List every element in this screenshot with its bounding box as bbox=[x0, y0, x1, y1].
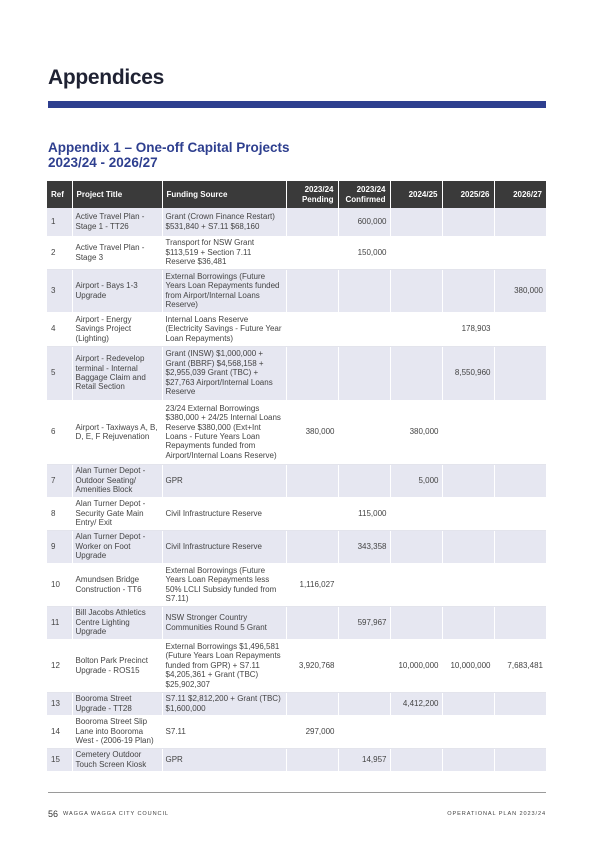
cell-ref: 4 bbox=[47, 312, 72, 346]
cell-2025-26 bbox=[442, 715, 494, 748]
cell-2026-27 bbox=[494, 563, 546, 606]
cell-2024-25 bbox=[390, 530, 442, 563]
cell-project-title: Active Travel Plan - Stage 1 - TT26 bbox=[72, 208, 162, 236]
footer-rule bbox=[48, 792, 546, 793]
cell-project-title: Cemetery Outdoor Touch Screen Kiosk bbox=[72, 748, 162, 771]
cell-project-title: Airport - Energy Savings Project (Lighting) bbox=[72, 312, 162, 346]
table-row bbox=[47, 236, 546, 269]
cell-project-title: Booroma Street Slip Lane into Booroma West - (2006-19 Plan) bbox=[72, 715, 162, 748]
cell-2025-26 bbox=[442, 236, 494, 269]
cell-2026-27: 380,000 bbox=[494, 269, 546, 312]
cell-project-title: Airport - Bays 1-3 Upgrade bbox=[72, 269, 162, 312]
cell-ref: 10 bbox=[47, 563, 72, 606]
cell-2025-26 bbox=[442, 400, 494, 464]
table-row bbox=[47, 208, 546, 236]
cell-ref: 8 bbox=[47, 497, 72, 530]
footer-council-name: WAGGA WAGGA CITY COUNCIL bbox=[63, 811, 169, 817]
cell-funding-source: Civil Infrastructure Reserve bbox=[162, 530, 286, 563]
cell-2026-27 bbox=[494, 236, 546, 269]
cell-ref: 3 bbox=[47, 269, 72, 312]
cell-2023-24-confirmed: 597,967 bbox=[338, 606, 390, 639]
cell-2024-25 bbox=[390, 563, 442, 606]
cell-2025-26: 178,903 bbox=[442, 312, 494, 346]
table-row bbox=[47, 497, 546, 530]
table-row bbox=[47, 748, 546, 771]
cell-funding-source: Transport for NSW Grant $113,519 + Section 7.11 Reserve $36,481 bbox=[162, 236, 286, 269]
cell-2023-24-pending: 380,000 bbox=[286, 400, 338, 464]
cell-funding-source: S7.11 bbox=[162, 715, 286, 748]
appendix-title-line1: Appendix 1 – One-off Capital Projects bbox=[48, 140, 290, 155]
cell-2023-24-pending: 1,116,027 bbox=[286, 563, 338, 606]
cell-project-title: Bill Jacobs Athletics Centre Lighting Upgrade bbox=[72, 606, 162, 639]
title-underline-bar bbox=[48, 101, 546, 108]
cell-ref: 9 bbox=[47, 530, 72, 563]
table-row bbox=[47, 530, 546, 563]
cell-2024-25 bbox=[390, 715, 442, 748]
cell-2024-25 bbox=[390, 497, 442, 530]
table-row bbox=[47, 692, 546, 715]
cell-2023-24-confirmed: 115,000 bbox=[338, 497, 390, 530]
cell-2023-24-confirmed bbox=[338, 692, 390, 715]
cell-2023-24-pending bbox=[286, 312, 338, 346]
table-row bbox=[47, 269, 546, 312]
cell-project-title: Bolton Park Precinct Upgrade - ROS15 bbox=[72, 639, 162, 692]
cell-2025-26: 10,000,000 bbox=[442, 639, 494, 692]
cell-funding-source: Internal Loans Reserve (Electricity Savings - Future Year Loan Repayments) bbox=[162, 312, 286, 346]
column-header-2026-27: 2026/27 bbox=[494, 181, 546, 208]
cell-2023-24-pending: 297,000 bbox=[286, 715, 338, 748]
cell-ref: 7 bbox=[47, 464, 72, 497]
cell-2026-27 bbox=[494, 464, 546, 497]
cell-2023-24-pending bbox=[286, 236, 338, 269]
cell-2023-24-pending: 3,920,768 bbox=[286, 639, 338, 692]
cell-funding-source: External Borrowings (Future Years Loan Repayments funded from Airport/Internal Loans Reserve) bbox=[162, 269, 286, 312]
cell-2026-27 bbox=[494, 530, 546, 563]
cell-funding-source: Grant (INSW) $1,000,000 + Grant (BBRF) $4,568,158 + $2,955,039 Grant (TBC) + $27,763 Airport/Internal Loans Reserve bbox=[162, 346, 286, 400]
cell-2023-24-confirmed bbox=[338, 715, 390, 748]
cell-2025-26 bbox=[442, 692, 494, 715]
cell-2024-25 bbox=[390, 208, 442, 236]
capital-projects-table bbox=[47, 181, 546, 772]
cell-ref: 15 bbox=[47, 748, 72, 771]
cell-2026-27 bbox=[494, 346, 546, 400]
page-number: 56 bbox=[48, 809, 59, 819]
cell-2025-26 bbox=[442, 606, 494, 639]
cell-funding-source: S7.11 $2,812,200 + Grant (TBC) $1,600,000 bbox=[162, 692, 286, 715]
cell-2026-27 bbox=[494, 497, 546, 530]
cell-ref: 11 bbox=[47, 606, 72, 639]
column-header-funding-source: Funding Source bbox=[162, 181, 286, 208]
cell-project-title: Active Travel Plan - Stage 3 bbox=[72, 236, 162, 269]
cell-2024-25 bbox=[390, 269, 442, 312]
cell-2026-27 bbox=[494, 748, 546, 771]
cell-2024-25: 380,000 bbox=[390, 400, 442, 464]
table-row bbox=[47, 400, 546, 464]
column-header-ref: Ref bbox=[47, 181, 72, 208]
cell-ref: 13 bbox=[47, 692, 72, 715]
cell-2023-24-confirmed: 150,000 bbox=[338, 236, 390, 269]
cell-2026-27 bbox=[494, 606, 546, 639]
column-header-2023-24-confirmed: 2023/24 Confirmed bbox=[338, 181, 390, 208]
cell-2025-26 bbox=[442, 530, 494, 563]
cell-2023-24-confirmed bbox=[338, 464, 390, 497]
table-row bbox=[47, 312, 546, 346]
cell-project-title: Alan Turner Depot - Security Gate Main Entry/ Exit bbox=[72, 497, 162, 530]
cell-funding-source: GPR bbox=[162, 748, 286, 771]
cell-funding-source: NSW Stronger Country Communities Round 5 Grant bbox=[162, 606, 286, 639]
cell-ref: 6 bbox=[47, 400, 72, 464]
page-title: Appendices bbox=[48, 66, 165, 89]
cell-funding-source: GPR bbox=[162, 464, 286, 497]
cell-project-title: Alan Turner Depot - Worker on Foot Upgrade bbox=[72, 530, 162, 563]
cell-2023-24-pending bbox=[286, 208, 338, 236]
column-header-2025-26: 2025/26 bbox=[442, 181, 494, 208]
cell-2026-27 bbox=[494, 312, 546, 346]
cell-2023-24-pending bbox=[286, 692, 338, 715]
cell-2026-27 bbox=[494, 715, 546, 748]
cell-2023-24-confirmed bbox=[338, 269, 390, 312]
appendix-title bbox=[48, 140, 468, 170]
cell-2025-26 bbox=[442, 269, 494, 312]
cell-2023-24-pending bbox=[286, 269, 338, 312]
table-row bbox=[47, 606, 546, 639]
column-header-project-title: Project Title bbox=[72, 181, 162, 208]
cell-2023-24-confirmed bbox=[338, 312, 390, 346]
cell-ref: 2 bbox=[47, 236, 72, 269]
cell-2025-26 bbox=[442, 497, 494, 530]
appendix-title-line2: 2023/24 - 2026/27 bbox=[48, 155, 158, 170]
cell-funding-source: Civil Infrastructure Reserve bbox=[162, 497, 286, 530]
cell-2024-25: 5,000 bbox=[390, 464, 442, 497]
cell-2025-26 bbox=[442, 464, 494, 497]
footer-document-name: OPERATIONAL PLAN 2023/24 bbox=[447, 811, 546, 817]
cell-2024-25 bbox=[390, 236, 442, 269]
cell-2024-25 bbox=[390, 606, 442, 639]
cell-2024-25: 4,412,200 bbox=[390, 692, 442, 715]
cell-2023-24-pending bbox=[286, 497, 338, 530]
cell-2025-26 bbox=[442, 563, 494, 606]
cell-2023-24-confirmed bbox=[338, 400, 390, 464]
cell-funding-source: Grant (Crown Finance Restart) $531,840 + S7.11 $68,160 bbox=[162, 208, 286, 236]
table-row bbox=[47, 563, 546, 606]
cell-project-title: Airport - Redevelop terminal - Internal Baggage Claim and Retail Section bbox=[72, 346, 162, 400]
cell-2023-24-pending bbox=[286, 464, 338, 497]
cell-project-title: Amundsen Bridge Construction - TT6 bbox=[72, 563, 162, 606]
cell-2023-24-pending bbox=[286, 530, 338, 563]
cell-ref: 1 bbox=[47, 208, 72, 236]
cell-2026-27 bbox=[494, 692, 546, 715]
cell-2025-26 bbox=[442, 208, 494, 236]
cell-2023-24-confirmed bbox=[338, 639, 390, 692]
cell-2023-24-confirmed: 14,957 bbox=[338, 748, 390, 771]
cell-2023-24-pending bbox=[286, 606, 338, 639]
cell-2026-27 bbox=[494, 400, 546, 464]
cell-2024-25: 10,000,000 bbox=[390, 639, 442, 692]
cell-2026-27 bbox=[494, 208, 546, 236]
cell-2023-24-pending bbox=[286, 346, 338, 400]
cell-funding-source: 23/24 External Borrowings $380,000 + 24/25 Internal Loans Reserve $380,000 (Ext+Int Loans - Future Years Loan Repayments funded from Airport/Internal Loans Reserve) bbox=[162, 400, 286, 464]
table-row bbox=[47, 346, 546, 400]
cell-2024-25 bbox=[390, 748, 442, 771]
cell-ref: 5 bbox=[47, 346, 72, 400]
cell-funding-source: External Borrowings $1,496,581 (Future Years Loan Repayments funded from GPR) + S7.11 $4,205,361 + Grant (TBC) $25,902,307 bbox=[162, 639, 286, 692]
cell-ref: 12 bbox=[47, 639, 72, 692]
cell-2023-24-confirmed: 343,358 bbox=[338, 530, 390, 563]
cell-2025-26 bbox=[442, 748, 494, 771]
cell-2024-25 bbox=[390, 346, 442, 400]
cell-2023-24-confirmed: 600,000 bbox=[338, 208, 390, 236]
cell-funding-source: External Borrowings (Future Years Loan Repayments less 50% LCLI Subsidy funded from S7.11) bbox=[162, 563, 286, 606]
cell-project-title: Booroma Street Upgrade - TT28 bbox=[72, 692, 162, 715]
table-header-row bbox=[47, 181, 546, 208]
cell-2026-27: 7,683,481 bbox=[494, 639, 546, 692]
cell-ref: 14 bbox=[47, 715, 72, 748]
cell-project-title: Alan Turner Depot - Outdoor Seating/ Amenities Block bbox=[72, 464, 162, 497]
table-row bbox=[47, 715, 546, 748]
column-header-2023-24-pending: 2023/24 Pending bbox=[286, 181, 338, 208]
cell-project-title: Airport - Taxiways A, B, D, E, F Rejuvenation bbox=[72, 400, 162, 464]
cell-2023-24-pending bbox=[286, 748, 338, 771]
column-header-2024-25: 2024/25 bbox=[390, 181, 442, 208]
cell-2023-24-confirmed bbox=[338, 563, 390, 606]
cell-2025-26: 8,550,960 bbox=[442, 346, 494, 400]
cell-2024-25 bbox=[390, 312, 442, 346]
table-row bbox=[47, 639, 546, 692]
table-row bbox=[47, 464, 546, 497]
cell-2023-24-confirmed bbox=[338, 346, 390, 400]
